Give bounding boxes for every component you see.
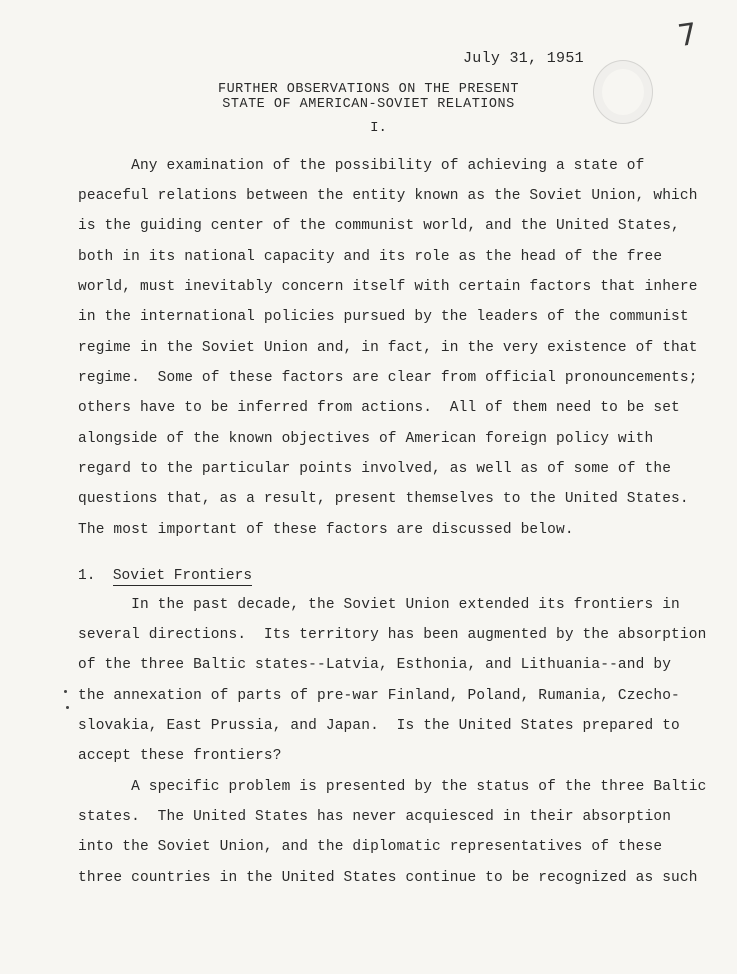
section-heading-title: Soviet Frontiers — [112, 568, 253, 584]
body-line: both in its national capacity and its role as the head of the free — [78, 249, 663, 265]
body-line: questions that, as a result, present themselves to the United States. — [78, 491, 689, 507]
body-line: in the international policies pursued by the leaders of the communist — [78, 309, 689, 325]
page-number: 7 — [675, 16, 700, 55]
body-line: Any examination of the possibility of achieving a state of — [78, 158, 645, 174]
section-heading-number: 1. — [78, 568, 96, 584]
body-line: regime. Some of these factors are clear from official pronouncements; — [78, 370, 698, 386]
ink-speck — [66, 706, 69, 709]
body-line: the annexation of parts of pre-war Finland, Poland, Rumania, Czecho- — [78, 688, 680, 704]
body-line: world, must inevitably concern itself with certain factors that inhere — [78, 279, 698, 295]
document-title-line-1: FURTHER OBSERVATIONS ON THE PRESENT — [217, 82, 520, 97]
body-line: states. The United States has never acquiesced in their absorption — [78, 809, 672, 825]
section-heading — [78, 568, 252, 584]
document-date: July 31, 1951 — [463, 50, 584, 67]
body-line: regime in the Soviet Union and, in fact, in the very existence of that — [78, 340, 698, 356]
body-line: three countries in the United States continue to be recognized as such — [78, 870, 698, 886]
ink-speck — [64, 690, 67, 693]
body-line: is the guiding center of the communist world, and the United States, — [78, 218, 680, 234]
body-line: alongside of the known objectives of American foreign policy with — [78, 431, 654, 447]
body-line: accept these frontiers? — [78, 748, 282, 764]
body-line: several directions. Its territory has been augmented by the absorption — [78, 627, 707, 643]
document-title-line-2: STATE OF AMERICAN-SOVIET RELATIONS — [222, 97, 515, 112]
body-line: regard to the particular points involved, as well as of some of the — [78, 461, 672, 477]
body-line: slovakia, East Prussia, and Japan. Is the United States prepared to — [78, 718, 680, 734]
body-line: of the three Baltic states--Latvia, Esthonia, and Lithuania--and by — [78, 657, 672, 673]
body-line: A specific problem is presented by the status of the three Baltic — [78, 779, 707, 795]
section-numeral: I. — [370, 120, 387, 136]
body-line: The most important of these factors are discussed below. — [78, 522, 574, 538]
body-line: peaceful relations between the entity known as the Soviet Union, which — [78, 188, 698, 204]
body-line: In the past decade, the Soviet Union extended its frontiers in — [78, 597, 680, 613]
body-line: into the Soviet Union, and the diplomatic representatives of these — [78, 839, 663, 855]
body-line: others have to be inferred from actions. All of them need to be set — [78, 400, 680, 416]
